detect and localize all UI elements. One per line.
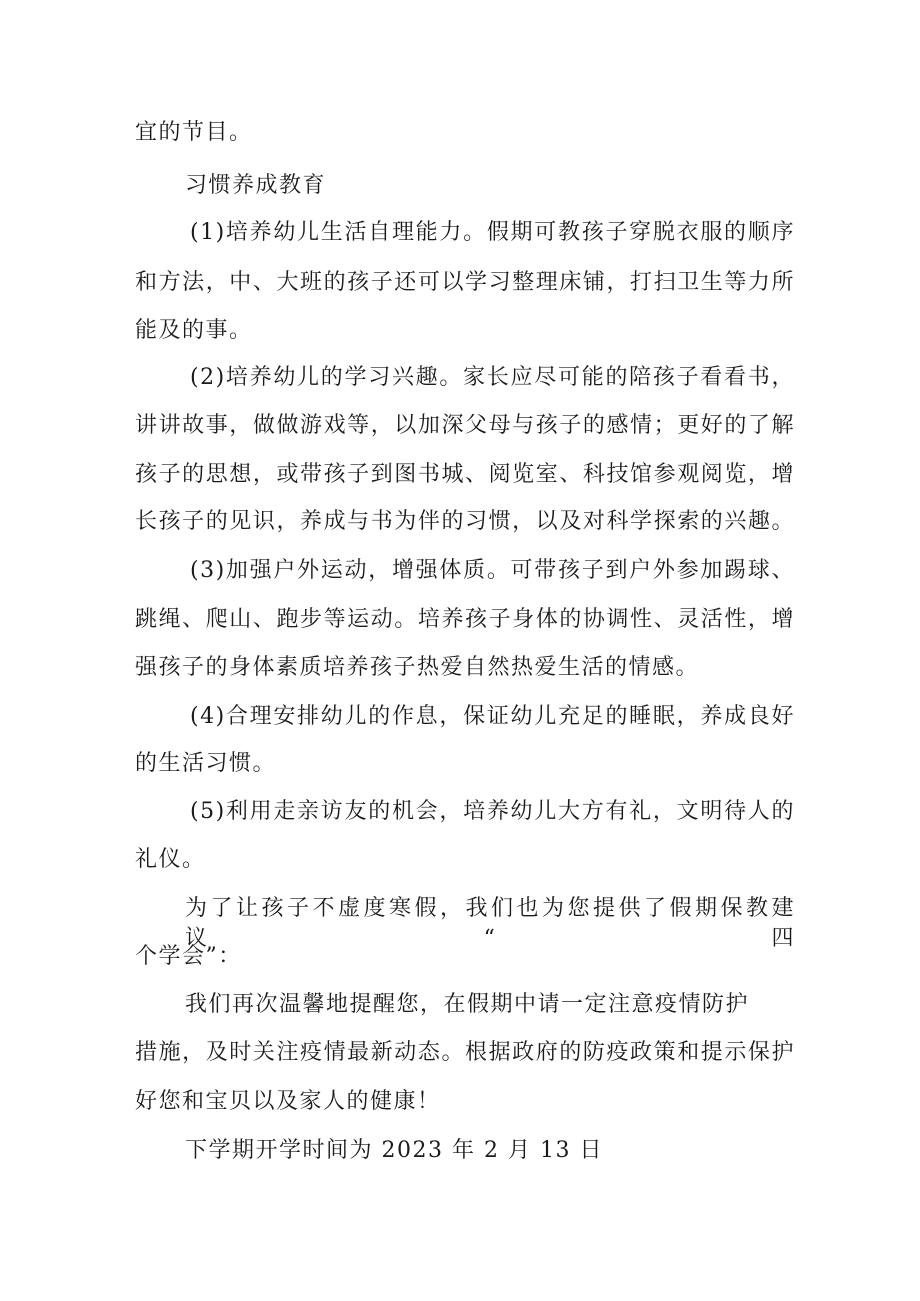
paragraph-line: 我们再次温馨地提醒您，在假期中请一定注意疫情防护 — [185, 992, 750, 1017]
paragraph-line: 礼仪。 — [135, 847, 206, 872]
paragraph-line: (4)合理安排幼儿的作息，保证幼儿充足的睡眠，养成良好 — [190, 704, 795, 729]
section-heading: 习惯养成教育 — [185, 173, 327, 198]
paragraph-line: (2)培养幼儿的学习兴趣。家长应尽可能的陪孩子看看书， — [190, 365, 795, 390]
paragraph-line: 宜的节目。 — [135, 120, 253, 145]
paragraph-line: 好您和宝贝以及家人的健康！ — [135, 1089, 441, 1114]
paragraph-line: (1)培养幼儿生活自理能力。假期可教孩子穿脱衣服的顺序 — [190, 220, 795, 245]
paragraph-line: 孩子的思想，或带孩子到图书城、阅览室、科技馆参观阅览，增 — [135, 462, 795, 487]
paragraph-line: (3)加强户外运动，增强体质。可带孩子到户外参加踢球、 — [190, 558, 795, 583]
paragraph-line: (5)利用走亲访友的机会，培养幼儿大方有礼，文明待人的 — [190, 799, 795, 824]
paragraph-line: 长孩子的见识，养成与书为伴的习惯，以及对科学探索的兴趣。 — [135, 509, 795, 534]
paragraph-line: 讲讲故事，做做游戏等，以加深父母与孩子的感情；更好的了解 — [135, 413, 795, 438]
paragraph-line: 为了让孩子不虚度寒假，我们也为您提供了假期保教建议“四 — [185, 896, 795, 951]
paragraph-line: 强孩子的身体素质培养孩子热爱自然热爱生活的情感。 — [135, 655, 700, 680]
school-start-date: 下学期开学时间为 2023 年 2 月 13 日 — [185, 1138, 603, 1163]
paragraph-line: 跳绳、爬山、跑步等运动。培养孩子身体的协调性、灵活性，增 — [135, 607, 795, 632]
paragraph-line: 措施，及时关注疫情最新动态。根据政府的防疫政策和提示保护 — [135, 1040, 795, 1065]
paragraph-line: 的生活习惯。 — [135, 751, 277, 776]
paragraph-line: 个学会”： — [135, 944, 242, 969]
paragraph-line: 和方法，中、大班的孩子还可以学习整理床铺，打扫卫生等力所 — [135, 270, 795, 295]
paragraph-line: 能及的事。 — [135, 318, 253, 343]
